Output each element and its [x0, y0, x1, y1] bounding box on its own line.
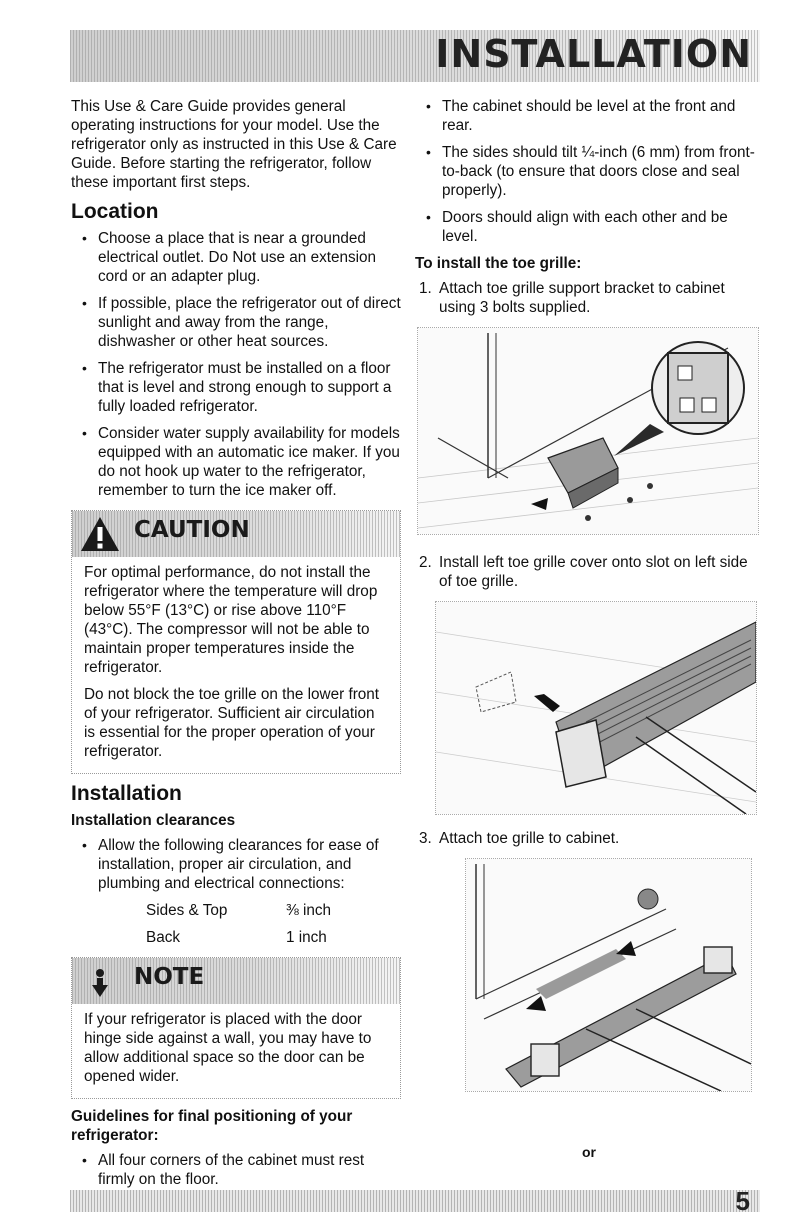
list-item: • Allow the following clearances for ease of installation, proper air circulation, and plumbing and electrical connections: [71, 836, 401, 893]
caution-text: Do not block the toe grille on the lower front of your refrigerator. Sufficient air circulation is essential for the proper operation of your refrigerator. [84, 686, 380, 760]
clearance-value: ⅜ inch [286, 902, 332, 919]
clearance-label: Sides & Top [146, 902, 228, 919]
step-item [415, 829, 760, 848]
table-row [146, 928, 401, 947]
step-text: Install left toe grille cover onto slot on left side of toe grille. [439, 554, 748, 590]
note-header [72, 958, 400, 1004]
list-item: • Consider water supply availability for models equipped with an automatic ice maker. If you do not hook up water to the refrigerator, remember to turn the ice maker off. [71, 424, 401, 500]
clearances-table [146, 901, 401, 947]
list-item: • The cabinet should be level at the front and rear. [415, 97, 760, 135]
step-text: Attach toe grille to cabinet. [439, 830, 620, 847]
page-title: INSTALLATION [435, 32, 752, 76]
clearances-heading: Installation clearances [71, 812, 236, 829]
attach-grille-illustration [465, 858, 752, 1092]
intro-paragraph: This Use & Care Guide provides general operating instructions for your model. Use the refrigerator only as instructed in this Use & Care Guide. Before starting the refrigerator, follow these important first steps. [71, 98, 397, 191]
list-item: • All four corners of the cabinet must rest firmly on the floor. [71, 1151, 401, 1189]
list-item: • If possible, place the refrigerator out of direct sunlight and away from the range, dishwasher or other heat sources. [71, 294, 401, 351]
installation-heading: Installation [71, 782, 182, 805]
toe-grille-heading: To install the toe grille: [415, 255, 582, 272]
guidelines-heading: Guidelines for final positioning of your refrigerator: [71, 1108, 353, 1144]
note-text: If your refrigerator is placed with the door hinge side against a wall, you may have to allow additional space so the door can be opened wider. [84, 1011, 372, 1085]
bracket-illustration [417, 327, 759, 535]
clearances-list [71, 836, 401, 893]
step-item [415, 553, 760, 591]
note-box [71, 957, 401, 1099]
page-number: 5 [735, 1186, 750, 1216]
table-row [146, 901, 401, 920]
step-number: 2. [419, 554, 432, 571]
location-list [71, 229, 401, 500]
step-item [415, 279, 760, 317]
list-item: • Choose a place that is near a grounded electrical outlet. Do Not use an extension cord or an adapter plug. [71, 229, 401, 286]
note-icon [88, 965, 112, 999]
or-label: or [582, 1144, 596, 1160]
list-item: • The refrigerator must be installed on a floor that is level and strong enough to support a fully loaded refrigerator. [71, 359, 401, 416]
clearance-label: Back [146, 929, 181, 946]
step-number: 1. [419, 280, 432, 297]
clearance-value: 1 inch [286, 929, 327, 946]
grille-cover-illustration [435, 601, 757, 815]
location-heading: Location [71, 200, 159, 223]
caution-box [71, 510, 401, 774]
right-column [415, 97, 760, 1092]
step-text: Attach toe grille support bracket to cabinet using 3 bolts supplied. [439, 280, 725, 316]
caution-text: For optimal performance, do not install the refrigerator where the temperature will drop below 55°F (13°C) or rise above 110°F (43°C). The compressor will not be able to maintain proper temperatures inside the refrigerator. [84, 564, 378, 676]
guidelines-list [71, 1151, 401, 1189]
list-item: • The sides should tilt ¼-inch (6 mm) from front-to-back (to ensure that doors close and seal properly). [415, 143, 760, 200]
caution-label: CAUTION [134, 517, 250, 543]
warning-icon [80, 516, 120, 552]
header-bar [70, 30, 760, 82]
step-number: 3. [419, 830, 432, 847]
footer-bar [70, 1186, 760, 1216]
left-column [71, 97, 401, 1197]
note-label: NOTE [134, 964, 205, 990]
caution-header [72, 511, 400, 557]
guidelines-list-continued [415, 97, 760, 246]
list-item: • Doors should align with each other and be level. [415, 208, 760, 246]
